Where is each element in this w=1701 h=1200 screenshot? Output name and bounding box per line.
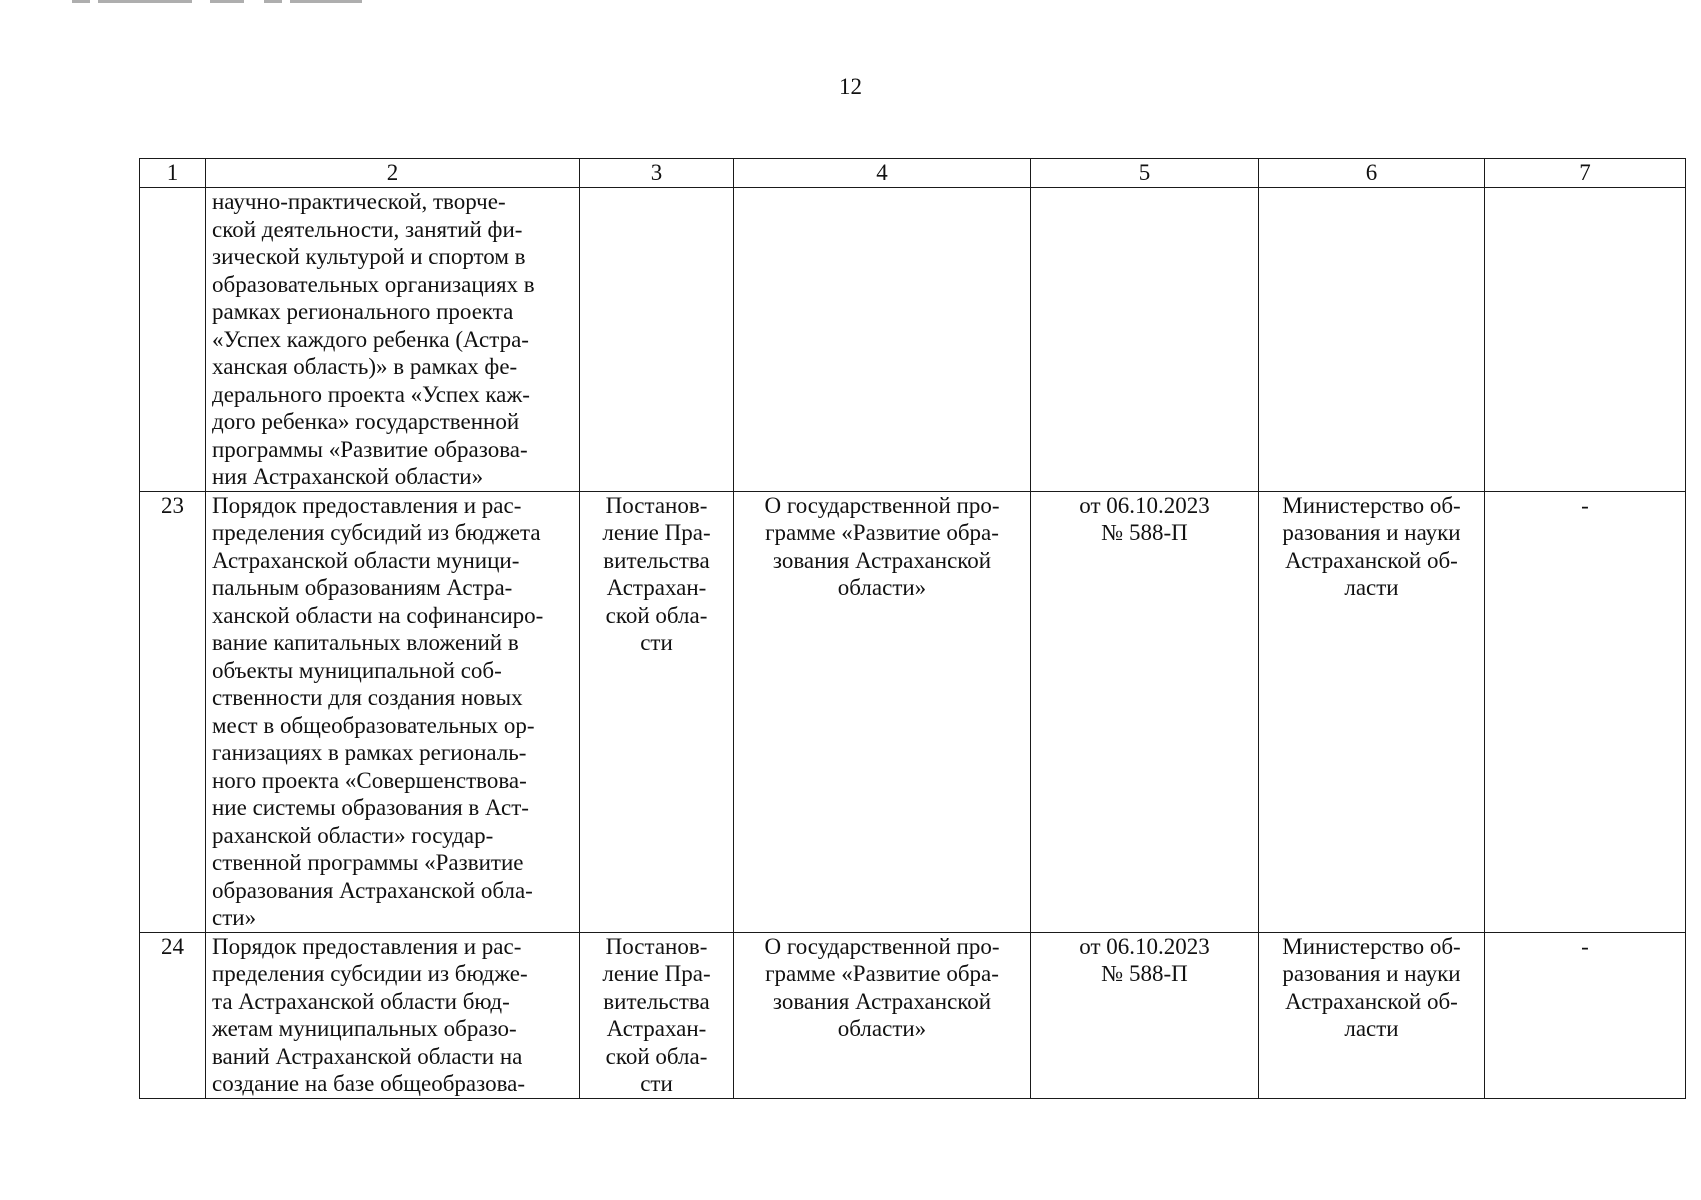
title-line: Астраханской области муници- <box>212 547 520 573</box>
doc-type-line: вительства <box>603 988 710 1014</box>
title-line: сти» <box>212 905 257 930</box>
cell-date <box>1031 932 1259 1098</box>
title-line: зической культурой и спортом в <box>212 244 526 269</box>
column-header-3: 3 <box>580 159 734 188</box>
cell-doc-name <box>734 491 1031 932</box>
table-row <box>140 932 1686 1098</box>
doc-name-line: грамме «Развитие обра- <box>765 961 999 986</box>
title-line: дерального проекта «Успех каж- <box>212 381 530 407</box>
title-line: ственности для создания новых <box>212 685 523 710</box>
title-line: программы «Развитие образова- <box>212 436 528 462</box>
title-line: та Астраханской области бюд- <box>212 988 510 1014</box>
doc-type-line: сти <box>640 1071 673 1096</box>
date-line: от 06.10.2023 <box>1079 492 1210 518</box>
doc-type-line: ской обла- <box>605 1043 708 1069</box>
page-number: 12 <box>839 74 862 99</box>
title-line: объекты муниципальной соб- <box>212 657 502 683</box>
cell-doc-name <box>734 932 1031 1098</box>
cell-date <box>1031 491 1259 932</box>
title-line: создание на базе общеобразова- <box>212 1071 525 1096</box>
cell-number <box>140 188 206 492</box>
doc-name-line: области» <box>837 575 927 600</box>
date-line: от 06.10.2023 <box>1079 933 1210 959</box>
cell-doc-name <box>734 188 1031 492</box>
title-line: рамках регионального проекта <box>212 299 514 324</box>
title-line: ственной программы «Развитие <box>212 850 524 875</box>
column-header-5: 5 <box>1031 159 1259 188</box>
doc-name-line: О государственной про- <box>764 933 1000 959</box>
title-line: Порядок предоставления и рас- <box>212 492 522 518</box>
table-row-continuation <box>140 188 1686 492</box>
column-header-1: 1 <box>140 159 206 188</box>
cell-org <box>1259 932 1485 1098</box>
org-line: Министерство об- <box>1282 492 1461 518</box>
title-line: научно-практической, творче- <box>212 189 506 214</box>
scan-artifact <box>72 0 362 3</box>
title-line: пределения субсидии из бюдже- <box>212 961 528 986</box>
doc-type-line: ление Пра- <box>602 520 711 545</box>
title-line: «Успех каждого ребенка (Астра- <box>212 326 529 352</box>
doc-type-line: Постанов- <box>605 492 708 518</box>
doc-type-line: Астрахан- <box>606 1016 707 1041</box>
doc-type-line: ление Пра- <box>602 961 711 986</box>
title-line: ганизациях в рамках региональ- <box>212 740 527 765</box>
cell-number: 23 <box>140 491 206 932</box>
title-line: вание капитальных вложений в <box>212 630 519 655</box>
cell-date <box>1031 188 1259 492</box>
column-header-6: 6 <box>1259 159 1485 188</box>
title-line: ного проекта «Совершенствова- <box>212 767 527 793</box>
title-line: Порядок предоставления и рас- <box>212 933 522 959</box>
cell-title <box>206 491 580 932</box>
org-line: Астраханской об- <box>1285 988 1458 1014</box>
column-header-4: 4 <box>734 159 1031 188</box>
doc-type-line: вительства <box>603 547 710 573</box>
cell-doc-type <box>580 932 734 1098</box>
org-line: разования и науки <box>1282 961 1461 986</box>
cell-org <box>1259 188 1485 492</box>
cell-note: - <box>1485 491 1686 932</box>
title-line: ской деятельности, занятий фи- <box>212 216 523 242</box>
doc-name-line: области» <box>837 1016 927 1041</box>
header-row <box>140 159 1686 188</box>
title-line: образовательных организациях в <box>212 271 535 297</box>
cell-doc-type <box>580 491 734 932</box>
org-line: разования и науки <box>1282 520 1461 545</box>
title-line: ханская область)» в рамках фе- <box>212 354 518 379</box>
column-header-7: 7 <box>1485 159 1686 188</box>
title-line: пальным образованиям Астра- <box>212 575 513 600</box>
cell-note <box>1485 188 1686 492</box>
doc-name-line: зования Астраханской <box>772 547 992 573</box>
title-line: раханской области» государ- <box>212 822 494 848</box>
title-line: дого ребенка» государственной <box>212 409 520 434</box>
doc-name-line: зования Астраханской <box>772 988 992 1014</box>
doc-number-line: № 588-П <box>1101 961 1188 986</box>
doc-type-line: сти <box>640 630 673 655</box>
cell-org <box>1259 491 1485 932</box>
doc-type-line: Постанов- <box>605 933 708 959</box>
regulations-table <box>139 158 1686 1099</box>
org-line: Астраханской об- <box>1285 547 1458 573</box>
org-line: ласти <box>1344 575 1399 600</box>
title-line: пределения субсидий из бюджета <box>212 520 541 545</box>
cell-title <box>206 188 580 492</box>
table-row <box>140 491 1686 932</box>
doc-type-line: ской обла- <box>605 602 708 628</box>
org-line: ласти <box>1344 1016 1399 1041</box>
title-line: ваний Астраханской области на <box>212 1043 523 1069</box>
column-header-2: 2 <box>206 159 580 188</box>
title-line: образования Астраханской обла- <box>212 877 533 903</box>
doc-name-line: грамме «Развитие обра- <box>765 520 999 545</box>
cell-number: 24 <box>140 932 206 1098</box>
doc-type-line: Астрахан- <box>606 575 707 600</box>
cell-doc-type <box>580 188 734 492</box>
title-line: мест в общеобразовательных ор- <box>212 712 535 738</box>
title-line: ние системы образования в Аст- <box>212 795 529 820</box>
title-line: ния Астраханской области» <box>212 464 484 489</box>
doc-number-line: № 588-П <box>1101 520 1188 545</box>
title-line: жетам муниципальных образо- <box>212 1016 517 1041</box>
org-line: Министерство об- <box>1282 933 1461 959</box>
title-line: ханской области на софинансиро- <box>212 602 544 628</box>
cell-title <box>206 932 580 1098</box>
doc-name-line: О государственной про- <box>764 492 1000 518</box>
cell-note: - <box>1485 932 1686 1098</box>
